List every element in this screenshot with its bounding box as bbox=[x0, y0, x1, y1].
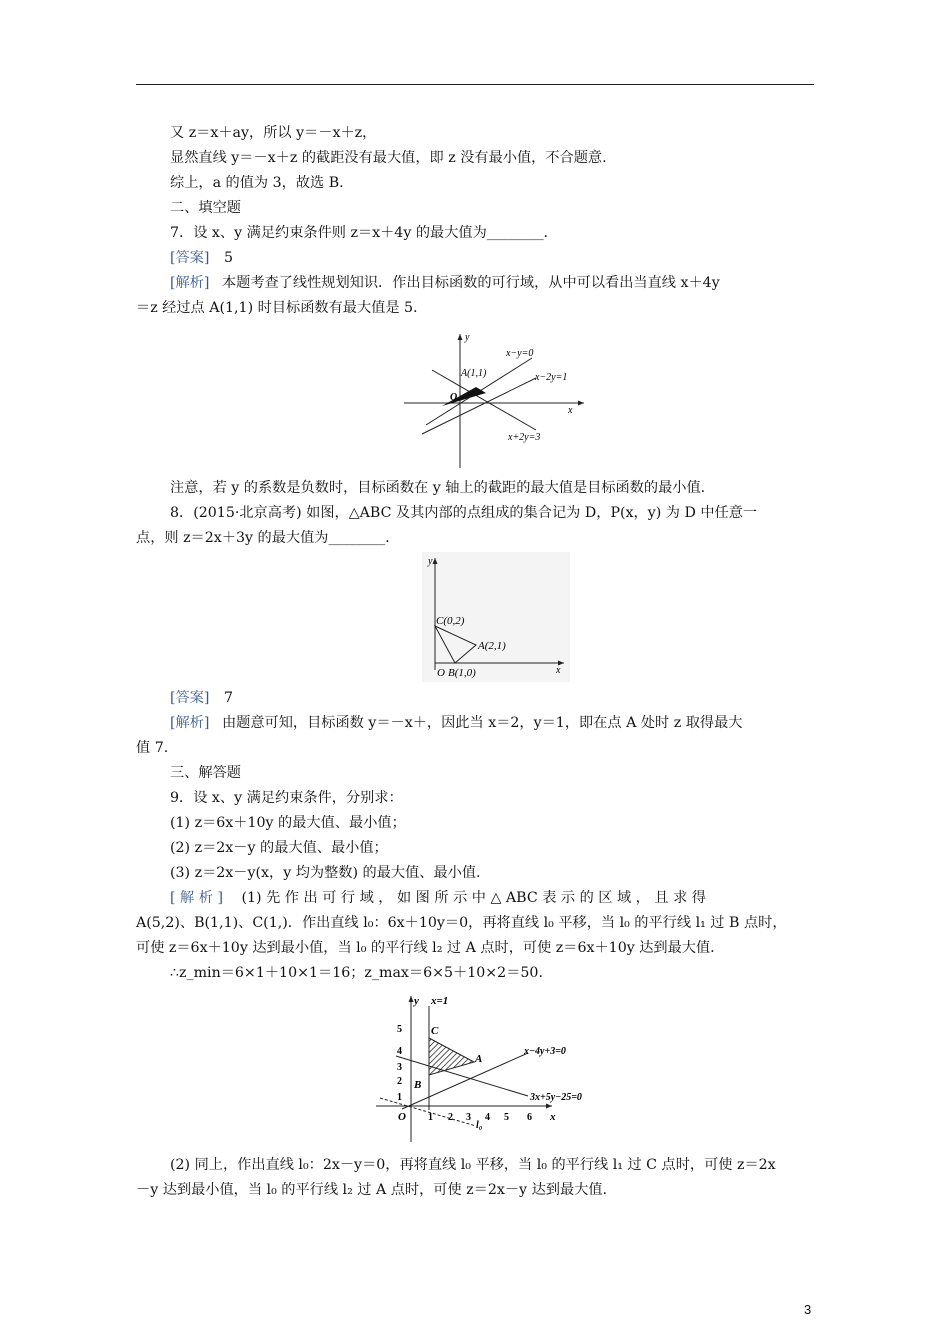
page-number: 3 bbox=[804, 1302, 812, 1317]
y-tick: 1 bbox=[397, 1092, 402, 1103]
question-9: 9．设 x、y 满足约束条件，分别求： bbox=[170, 790, 403, 806]
result-line: ∴z_min＝6×1＋10×1＝16；z_max＝6×5＋10×2＝50. bbox=[170, 965, 543, 981]
x-tick: 5 bbox=[504, 1112, 509, 1123]
answer-line bbox=[170, 248, 233, 268]
line-x-2y-1 bbox=[422, 378, 536, 434]
label-c: C(0,2) bbox=[436, 615, 465, 627]
label-B: B bbox=[414, 1079, 422, 1091]
x-label: x bbox=[568, 405, 573, 416]
label-line-a: x−4y+3=0 bbox=[524, 1046, 566, 1057]
subquestion-3: (3) z＝2x－y(x，y 均为整数) 的最大值、最小值. bbox=[170, 865, 481, 881]
analysis-text: 由题意可知，目标函数 y＝－x＋，因此当 x＝2，y＝1，即在点 A 处时 z 取得最大 bbox=[221, 715, 743, 731]
analysis-tag: [ 解 析 ] bbox=[170, 890, 223, 906]
origin-label: O bbox=[437, 667, 445, 679]
origin-label: O bbox=[398, 1111, 406, 1123]
note-line: 注意，若 y 的系数是负数时，目标函数在 y 轴上的截距的最大值是目标函数的最小值. bbox=[170, 480, 706, 496]
y-tick: 4 bbox=[397, 1046, 402, 1057]
label-line-b: 3x+5y−25=0 bbox=[530, 1092, 582, 1103]
label-l0: l₀ bbox=[476, 1120, 483, 1131]
analysis-line bbox=[170, 713, 742, 733]
label-a: A(2,1) bbox=[478, 640, 506, 652]
y-label: y bbox=[428, 556, 433, 567]
y-tick: 5 bbox=[397, 1024, 402, 1035]
subquestion-1: (1) z＝6x＋10y 的最大值、最小值； bbox=[170, 815, 406, 831]
analysis-line bbox=[170, 888, 706, 908]
analysis-text: 本题考查了线性规划知识．作出目标函数的可行域，从中可以看出当直线 x＋4y bbox=[221, 275, 720, 291]
answer-tag: [答案] bbox=[170, 250, 210, 266]
answer-value: 7 bbox=[223, 690, 233, 706]
x-label: x bbox=[556, 665, 561, 676]
question-7: 7．设 x、y 满足约束条件则 z＝x＋4y 的最大值为________． bbox=[170, 225, 558, 241]
answer-value: 5 bbox=[223, 250, 233, 266]
x-label: x bbox=[550, 1111, 556, 1123]
x-tick: 4 bbox=[485, 1112, 490, 1123]
text-line: (2) 同上，作出直线 l₀：2x－y＝0，再将直线 l₀ 平移，当 l₀ 的平行线 l₁ 过 C 点时，可使 z＝2x bbox=[170, 1157, 776, 1173]
text-line: 综上，a 的值为 3，故选 B. bbox=[170, 175, 344, 191]
x-tick: 6 bbox=[527, 1112, 532, 1123]
text-line: 可使 z＝6x＋10y 达到最小值，当 l₀ 的平行线 l₂ 过 A 点时，可使 z＝6x＋10y 达到最大值. bbox=[136, 940, 715, 956]
label-line2: x−2y=1 bbox=[535, 372, 568, 383]
text-line: 点，则 z＝2x＋3y 的最大值为________． bbox=[136, 530, 400, 546]
origin-label: O bbox=[450, 392, 458, 403]
figure-1 bbox=[404, 330, 589, 468]
y-label: y bbox=[465, 332, 470, 343]
header-rule bbox=[136, 84, 814, 85]
figure-2 bbox=[422, 552, 570, 682]
label-point-a: A(1,1) bbox=[461, 368, 487, 379]
text-line: 值 7. bbox=[136, 740, 169, 756]
text-line: A(5,2)、B(1,1)、C(1,)．作出直线 l₀：6x＋10y＝0，再将直线 l₀ 平移，当 l₀ 的平行线 l₁ 过 B 点时， bbox=[136, 915, 787, 931]
x-tick: 1 bbox=[428, 1112, 433, 1123]
analysis-tag: [解析] bbox=[170, 715, 210, 731]
label-line1: x−y=0 bbox=[506, 348, 534, 359]
label-A: A bbox=[475, 1053, 483, 1065]
label-x1: x=1 bbox=[431, 995, 449, 1007]
question-8: 8．(2015·北京高考) 如图，△ABC 及其内部的点组成的集合记为 D，P(x，y) 为 D 中任意一 bbox=[170, 505, 758, 521]
section-heading: 二、填空题 bbox=[170, 200, 241, 216]
text-line: ＝z 经过点 A(1,1) 时目标函数有最大值是 5. bbox=[136, 300, 418, 316]
analysis-text: (1) 先 作 出 可 行 域 ， 如 图 所 示 中 △ ABC 表 示 的 区 域 ， 且 求 得 bbox=[241, 890, 706, 906]
y-axis-arrow bbox=[409, 996, 414, 1002]
text-line: 又 z＝x＋ay，所以 y＝－x＋z， bbox=[170, 125, 377, 141]
analysis-line bbox=[170, 273, 720, 293]
x-axis-arrow bbox=[578, 401, 584, 406]
label-line3: x+2y=3 bbox=[508, 432, 541, 443]
answer-line bbox=[170, 688, 233, 708]
x-tick: 3 bbox=[466, 1112, 471, 1123]
figure-3 bbox=[376, 992, 616, 1144]
y-ticks bbox=[397, 1024, 402, 1103]
text-line: －y 达到最小值，当 l₀ 的平行线 l₂ 过 A 点时，可使 z＝2x－y 达到最大值. bbox=[136, 1182, 608, 1198]
label-C: C bbox=[431, 1025, 439, 1037]
x-axis-arrow bbox=[546, 1104, 552, 1109]
label-b: B(1,0) bbox=[448, 667, 476, 679]
x-tick: 2 bbox=[448, 1112, 453, 1123]
y-tick: 3 bbox=[397, 1062, 402, 1073]
y-label: y bbox=[414, 995, 419, 1007]
y-axis-arrow bbox=[458, 334, 463, 340]
feasible-region bbox=[429, 1038, 474, 1075]
subquestion-2: (2) z＝2x－y 的最大值、最小值； bbox=[170, 840, 388, 856]
answer-tag: [答案] bbox=[170, 690, 210, 706]
text-line: 显然直线 y＝－x＋z 的截距没有最大值，即 z 没有最小值，不合题意. bbox=[170, 150, 607, 166]
analysis-tag: [解析] bbox=[170, 275, 210, 291]
y-tick: 2 bbox=[397, 1076, 402, 1087]
section-heading: 三、解答题 bbox=[170, 765, 241, 781]
